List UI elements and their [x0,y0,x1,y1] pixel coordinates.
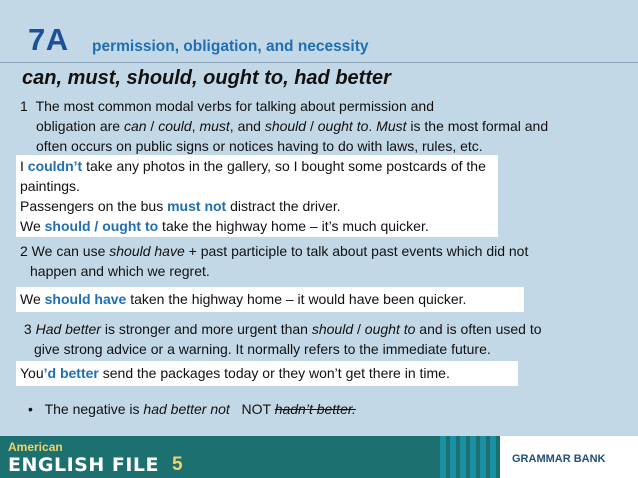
stripe [480,436,486,478]
text: + past participle to talk about past events which did not [184,243,529,259]
paragraph-line [20,319,630,339]
text: I [20,158,28,174]
text: NOT [229,401,275,417]
modal-term: should have [109,243,185,259]
example-line [20,196,494,216]
text: . [368,118,377,134]
example-box-3 [16,361,518,386]
modal-term: should [311,321,354,337]
text: , and [229,118,265,134]
modal-term: ought to [364,321,416,337]
example-box-2 [16,287,524,312]
logo-brand-main: ENGLISH FILE [8,454,159,476]
text: You [20,365,44,381]
text: The most common modal verbs for talking about permission and [35,98,434,114]
text: Passengers on the bus [20,198,168,214]
logo-brand-top: American [8,440,63,454]
incorrect-form: hadn’t better. [274,401,356,417]
modal-term: Must [376,118,407,134]
stripe [440,436,446,478]
highlight: must not [167,198,227,214]
text: taken the highway home – it would have been quicker. [126,291,467,307]
example-line [20,156,494,176]
logo-level-number: 5 [172,454,183,475]
text: take any photos in the gallery, so I bought some postcards of the [82,158,486,174]
paragraph-line [20,241,630,261]
lesson-topic: permission, obligation, and necessity [92,38,369,55]
text: is the most formal and [406,118,549,134]
footer-stripes [186,436,500,478]
paragraph-line: often occurs on public signs or notices having to do with laws, rules, etc. [36,138,483,154]
example-line: paintings. [20,178,80,194]
lesson-number: 7A [28,22,69,57]
paragraph-number: 1 [20,98,28,114]
paragraph-line: give strong advice or a warning. It normally refers to the immediate future. [34,341,491,357]
modal-term: should [264,118,307,134]
text: We [20,291,45,307]
paragraph-line [20,116,630,136]
stripe [490,436,496,478]
text: obligation are [36,118,124,134]
paragraph-2 [20,241,630,281]
grammar-bank-label: GRAMMAR BANK [512,453,606,465]
section-title: can, must, should, ought to, had better [22,67,391,89]
text: and is often used to [415,321,542,337]
paragraph-line: happen and which we regret. [30,263,210,279]
text: take the highway home – it’s much quicker. [158,218,429,234]
paragraph-number: 3 [23,321,32,337]
bullet-note [28,399,356,419]
header-divider [0,62,638,63]
text: We can use [27,243,110,259]
paragraph-1 [20,96,630,156]
text: is stronger and more urgent than [100,321,312,337]
text: We [20,218,45,234]
modal-term: could [158,118,192,134]
modal-term: had better not [143,401,230,417]
highlight: should / ought to [44,218,159,234]
text: The negative is [44,401,144,417]
text: send the packages today or they won’t get there in time. [98,365,450,381]
modal-term: Had better [35,321,101,337]
stripe [460,436,466,478]
text: , [191,118,200,134]
highlight: ’d better [43,365,99,381]
modal-term: can [123,118,147,134]
text: / [306,118,318,134]
example-box-1 [16,155,498,237]
paragraph-number: 2 [20,243,28,259]
text: distract the driver. [226,198,341,214]
highlight: couldn’t [27,158,83,174]
stripe [450,436,456,478]
highlight: should have [44,291,127,307]
bullet-icon: • [28,401,33,417]
example-line [20,216,494,236]
modal-term: must [199,118,230,134]
text: / [353,321,365,337]
modal-term: ought to [317,118,369,134]
paragraph-3 [20,319,630,359]
text: / [146,118,159,134]
stripe [470,436,476,478]
